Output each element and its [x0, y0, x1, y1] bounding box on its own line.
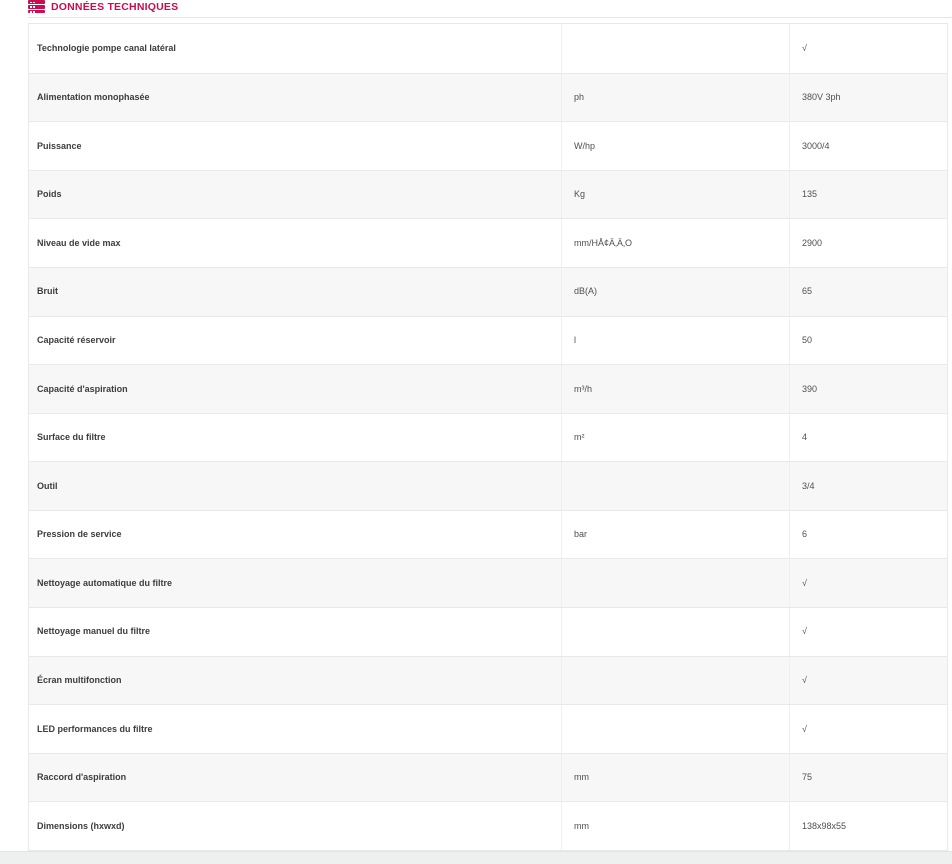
page-background-strip	[0, 851, 952, 864]
spec-unit	[562, 462, 790, 510]
spec-unit	[562, 608, 790, 656]
spec-unit: dB(A)	[562, 268, 790, 316]
spec-unit: ph	[562, 74, 790, 122]
spec-label: Puissance	[29, 122, 562, 170]
spec-label: Raccord d'aspiration	[29, 754, 562, 802]
spec-label: Dimensions (hxwxd)	[29, 802, 562, 850]
table-row	[29, 170, 947, 219]
spec-label: Capacité d'aspiration	[29, 365, 562, 413]
spec-value: 75	[802, 772, 813, 783]
spec-label: Écran multifonction	[29, 657, 562, 705]
section-title: DONNÉES TECHNIQUES	[51, 1, 179, 14]
page-body	[0, 18, 952, 851]
spec-label: Surface du filtre	[29, 414, 562, 462]
table-row	[29, 510, 947, 559]
spec-unit: mm	[562, 754, 790, 802]
spec-value: 65	[802, 286, 813, 297]
spec-unit: W/hp	[562, 122, 790, 170]
spec-unit: m³/h	[562, 365, 790, 413]
stacked-bars-icon	[28, 0, 45, 13]
table-row	[29, 121, 947, 170]
spec-value: √	[802, 626, 807, 637]
table-row	[29, 73, 947, 122]
spec-value: 4	[802, 432, 808, 443]
spec-label: Alimentation monophasée	[29, 74, 562, 122]
spec-value: 135	[802, 189, 818, 200]
spec-unit	[562, 24, 790, 73]
spec-unit: m²	[562, 414, 790, 462]
spec-value: √	[802, 42, 807, 53]
spec-label: Capacité réservoir	[29, 317, 562, 365]
spec-label: Poids	[29, 171, 562, 219]
table-row	[29, 24, 947, 73]
spec-unit: mm	[562, 802, 790, 850]
spec-label: Technologie pompe canal latéral	[29, 24, 562, 73]
spec-unit: Kg	[562, 171, 790, 219]
table-row	[29, 753, 947, 802]
spec-value: 6	[802, 529, 808, 540]
spec-label: Nettoyage manuel du filtre	[29, 608, 562, 656]
spec-value: 3000/4	[802, 140, 830, 151]
spec-value: √	[802, 675, 807, 686]
table-row	[29, 218, 947, 267]
spec-label: Outil	[29, 462, 562, 510]
spec-unit: bar	[562, 511, 790, 559]
spec-value: 380V 3ph	[802, 91, 841, 102]
spec-value: √	[802, 577, 807, 588]
spec-label: Nettoyage automatique du filtre	[29, 559, 562, 607]
table-row	[29, 558, 947, 607]
table-row	[29, 656, 947, 705]
spec-unit	[562, 559, 790, 607]
icon-bar	[28, 10, 45, 14]
technical-data-table	[28, 23, 948, 851]
table-row	[29, 316, 947, 365]
table-row	[29, 801, 947, 850]
spec-label: LED performances du filtre	[29, 705, 562, 753]
spec-label: Pression de service	[29, 511, 562, 559]
spec-unit: l	[562, 317, 790, 365]
table-row	[29, 364, 947, 413]
icon-bar	[28, 0, 45, 4]
spec-label: Bruit	[29, 268, 562, 316]
spec-value: 138x98x55	[802, 820, 847, 831]
spec-value: 390	[802, 383, 818, 394]
table-row	[29, 267, 947, 316]
spec-value: 2900	[802, 237, 823, 248]
spec-value: 50	[802, 334, 813, 345]
spec-value: √	[802, 723, 807, 734]
table-row	[29, 607, 947, 656]
table-row	[29, 461, 947, 510]
spec-label: Niveau de vide max	[29, 219, 562, 267]
table-row	[29, 413, 947, 462]
spec-unit	[562, 657, 790, 705]
table-row	[29, 704, 947, 753]
spec-value: 3/4	[802, 480, 815, 491]
spec-unit	[562, 705, 790, 753]
icon-bar	[28, 5, 45, 9]
section-header	[28, 0, 952, 18]
spec-unit: mm/HÅ¢Ä‚Ä‚O	[562, 219, 790, 267]
